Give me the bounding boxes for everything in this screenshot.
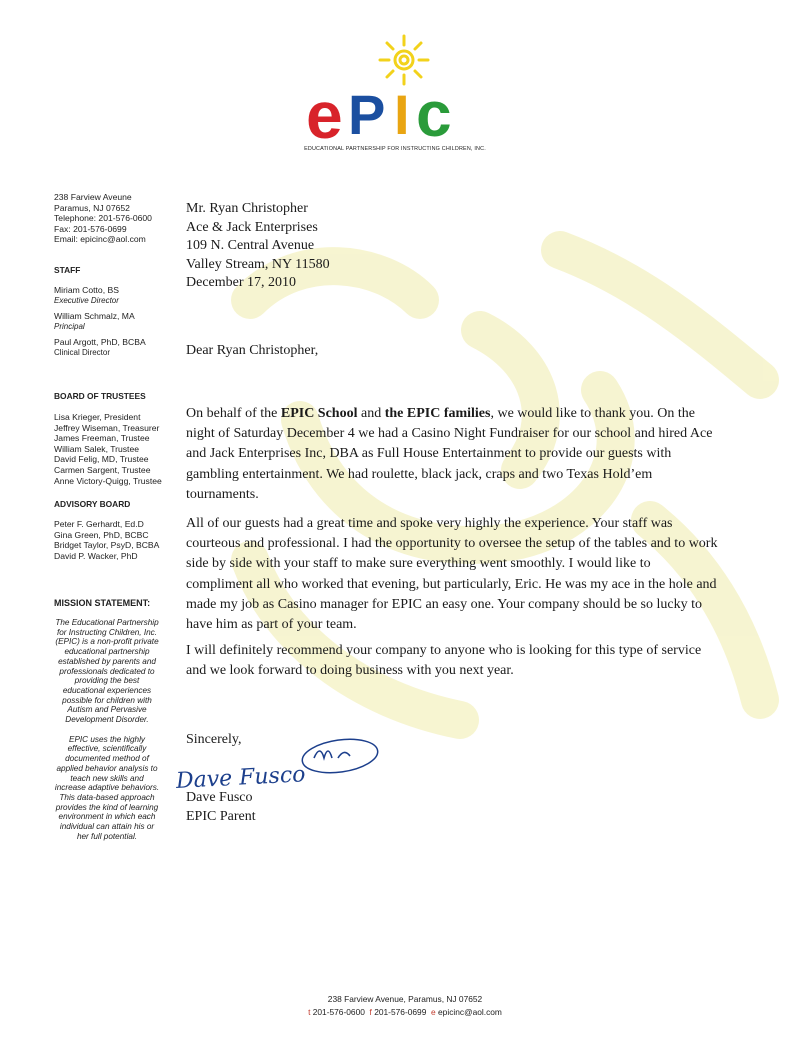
email: Email: epicinc@aol.com	[54, 234, 146, 245]
footer-email: epicinc@aol.com	[438, 1007, 502, 1017]
trustees-heading: BOARD OF TRUSTEES	[54, 391, 146, 401]
staff-name: William Schmalz, MA	[54, 311, 135, 322]
recipient-company: Ace & Jack Enterprises	[186, 219, 318, 235]
staff-name: Paul Argott, PhD, BCBA	[54, 337, 146, 348]
closing: Sincerely,	[186, 732, 242, 747]
recipient-city: Valley Stream, NY 11580	[186, 256, 330, 272]
signer-name: Dave Fusco	[186, 790, 253, 805]
text: On behalf of the	[186, 406, 281, 421]
trustee: Carmen Sargent, Trustee	[54, 464, 151, 475]
advisor: Peter F. Gerhardt, Ed.D	[54, 519, 144, 529]
epic-logo	[300, 30, 500, 155]
trustee: Lisa Krieger, President	[54, 412, 141, 422]
signer-block	[186, 789, 256, 826]
address-line: Paramus, NJ 07652	[54, 202, 130, 213]
bold-text: the EPIC families	[384, 406, 491, 421]
footer-address: 238 Farview Avenue, Paramus, NJ 07652	[327, 994, 483, 1004]
mission-statement	[54, 618, 160, 851]
advisor: David P. Wacker, PhD	[54, 550, 138, 561]
logo-subtitle: EDUCATIONAL PARTNERSHIP FOR INSTRUCTING CHILDREN, INC.	[304, 146, 486, 152]
mission-paragraph: The Educational Partnership for Instructing Children, Inc. (EPIC) is a non-profit private educational partnership established by parents and professionals dedicated to providing the best educational experiences possible for children with Autism and Pervasive Development Disorder.	[55, 618, 159, 725]
recipient-name: Mr. Ryan Christopher	[186, 201, 308, 216]
staff-list	[54, 285, 166, 359]
advisor: Gina Green, PhD, BCBC	[54, 529, 149, 540]
sun-icon	[380, 36, 428, 84]
signer-title: EPIC Parent	[186, 808, 256, 824]
text: , we would like to thank you. On the night of Saturday December 4 we had a Casino Night Fundraiser for our school and hired Ace and Jack Enterprises Inc, DBA as Full House Entertainment to provide our guests with gambling entertainment. We had roulette, black jack, craps and two Texas Hold’em tournaments.	[186, 406, 713, 502]
text: and	[357, 406, 385, 421]
email-prefix: e	[431, 1007, 436, 1017]
trustees-list	[54, 412, 166, 486]
trustee: James Freeman, Trustee	[54, 433, 150, 444]
advisor: Bridget Taylor, PsyD, BCBA	[54, 540, 160, 551]
staff-role: Principal	[54, 321, 85, 331]
salutation: Dear Ryan Christopher,	[186, 343, 319, 358]
letterhead-footer	[300, 993, 510, 1019]
sidebar-address	[54, 192, 166, 245]
bold-text: EPIC School	[280, 406, 358, 421]
trustee: Anne Victory-Quigg, Trustee	[54, 475, 162, 486]
letterhead-sidebar	[54, 192, 166, 841]
letter-date: December 17, 2010	[186, 275, 297, 291]
footer-contacts	[300, 1006, 510, 1019]
body-paragraph-2: All of our guests had a great time and spoke very highly the experience. Your staff was courteous and professional. I had the opportunity to oversee the setup of the tables and to work side by side with your staff to make sure everything went smoothly. I would like to compliment all who worked that evening, but particularly, Eric. He was my ace in the hole and made my job as Casino manager for EPIC an easy one. Your company should be so lucky to have him as part of your team.	[186, 516, 718, 633]
trustee: William Salek, Trustee	[54, 443, 140, 454]
footer-phone: 201-576-0600	[312, 1007, 365, 1017]
logo-letter-e: e	[306, 78, 343, 152]
footer-fax: 201-576-0699	[374, 1007, 427, 1017]
mission-heading: MISSION STATEMENT:	[54, 598, 151, 608]
staff-name: Miriam Cotto, BS	[54, 285, 119, 295]
logo-letter-c: c	[416, 78, 452, 150]
staff-heading: STAFF	[54, 265, 81, 275]
staff-role: Executive Director	[54, 295, 119, 305]
logo-letter-i: I	[394, 83, 410, 146]
advisory-heading: ADVISORY BOARD	[54, 499, 131, 509]
address-line: 238 Farview Aveune	[54, 192, 132, 202]
fax: Fax: 201-576-0699	[54, 223, 127, 234]
body-paragraph-1	[186, 404, 720, 505]
signature-text: Dave Fusco	[175, 762, 307, 794]
fax-prefix: f	[369, 1007, 372, 1017]
logo-letter-p: P	[348, 83, 386, 146]
phone-prefix: t	[308, 1007, 311, 1017]
recipient-block	[186, 200, 716, 293]
trustee: David Felig, MD, Trustee	[54, 454, 149, 465]
telephone: Telephone: 201-576-0600	[54, 213, 152, 224]
recipient-street: 109 N. Central Avenue	[186, 238, 315, 254]
advisory-list	[54, 519, 166, 561]
staff-role: Clinical Director	[54, 347, 111, 357]
trustee: Jeffrey Wiseman, Treasurer	[54, 422, 160, 433]
mission-paragraph: EPIC uses the highly effective, scientifically documented method of applied behavior analysis to teach new skills and increase adaptive behaviors. This data-based approach provides the kind of learning environment in which each individual can attain his or her full potential.	[54, 734, 160, 841]
body-paragraph-3: I will definitely recommend your company to anyone who is looking for this type of service and we look forward to doing business with you next year.	[186, 643, 702, 679]
